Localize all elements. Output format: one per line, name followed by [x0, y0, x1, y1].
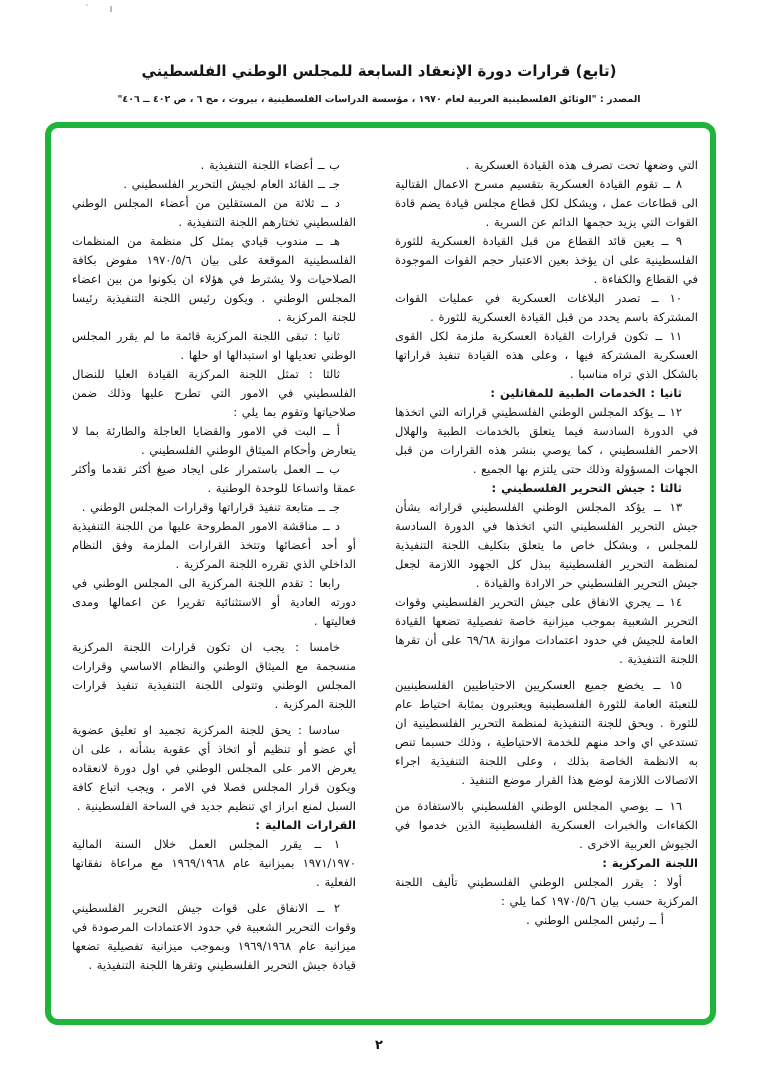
paragraph: ١٥ ــ يخضع جميع العسكريين الاحتياطيين الفلسطينيين للتعبئة العامة للثورة الفلسطينية ويعتبرون بمثابة احتياط عام للثورة . ويحق للجنة التنفيذية لمنظمة التحرير الفلسطينية ان تستدعي اي واحد منهم للخدمة الاحتياطية ، وذلك حسبما تنص به الانظمة الخاصة بذلك ، وعلى اللجنة التنفيذية اجراء الاتصالات اللازمة لوضع هذا القرار موضع التنفيذ . — [395, 678, 698, 787]
paragraph: أ ــ رئيس المجلس الوطني . — [526, 913, 664, 927]
text-column-right — [395, 156, 698, 930]
paragraph: ١٢ ــ يؤكد المجلس الوطني الفلسطيني قراراته التي اتخذها في الدورة السادسة فيما يتعلق بالخدمات الطبية والهلال الاحمر الفلسطيني ، كما يوصي بنشر هذه القرارات من قبل الجهات المسؤولة وذلك حتى يلتزم بها الجميع . — [395, 405, 698, 476]
paragraph: ثانيا : تبقى اللجنة المركزية قائمة ما لم يقرر المجلس الوطني تعديلها او استبدالها او حلها . — [72, 329, 356, 362]
section-heading: اللجنة المركزية : — [602, 856, 698, 870]
sub-heading: ثالثا : جيش التحرير الفلسطيني : — [491, 481, 682, 495]
paragraph: د ــ مناقشة الامور المطروحة عليها من اللجنة التنفيذية أو أحد أعضائها وتتخذ القرارات الملزمة وفق النظام الداخلي الذي تقرره اللجنة المركزية . — [72, 519, 356, 571]
paragraph: سادسا : يحق للجنة المركزية تجميد او تعليق عضوية أي عضو أو تنظيم أو اتخاذ أي عقوبة بشأنه ، على ان يعرض الامر على المجلس الوطني في اول دورة لانعقاده ويكون قرار المجلس فصلا في الامر ، ويجب اتباع كافة السبل لمنع ابراز اي تنظيم جديد في الساحة الفلسطينية . — [72, 723, 356, 813]
paragraph: ب ــ أعضاء اللجنة التنفيذية . — [200, 158, 340, 172]
paragraph: ١٣ ــ يؤكد المجلس الوطني الفلسطيني قراراته بشأن جيش التحرير الفلسطيني التي اتخذها في الدورة السادسة للمجلس ، وبشكل خاص ما يتعلق بتكليف اللجنة التنفيذية لمنظمة التحرير الفلسطينية ببذل كل الجهود اللازمة لجعل جيش التحرير الفلسطيني حر الارادة والقيادة . — [395, 500, 698, 590]
paragraph: ثالثا : تمثل اللجنة المركزية القيادة العليا للنضال الفلسطيني في الامور التي تطرح عليها وذلك ضمن صلاحياتها وتقوم بما يلي : — [72, 367, 356, 419]
text-column-left — [72, 156, 356, 975]
scan-artifact — [86, 4, 88, 6]
paragraph: ١٦ ــ يوصي المجلس الوطني الفلسطيني بالاستفادة من الكفاءات والخبرات العسكرية الفلسطينية الذين خدموا في الجيوش العربية الاخرى . — [395, 799, 698, 851]
paragraph: التي وضعها تحت تصرف هذه القيادة العسكرية . — [465, 158, 698, 172]
paragraph: أ ــ البت في الامور والقضايا العاجلة والطارئة بما لا يتعارض وأحكام الميثاق الوطني الفلسطيني . — [72, 424, 356, 457]
paragraph: ١١ ــ تكون قرارات القيادة العسكرية ملزمة لكل القوى العسكرية المشتركة فيها ، وعلى هذه القيادة تنفيذ قراراتها بالشكل الذي تراه مناسبا . — [395, 329, 698, 381]
paragraph: ب ــ العمل باستمرار على ايجاد صيغ أكثر تقدما وأكثر عمقا واتساعا للوحدة الوطنية . — [72, 462, 356, 495]
paragraph: د ــ ثلاثة من المستقلين من أعضاء المجلس الوطني الفلسطيني تختارهم اللجنة التنفيذية . — [72, 196, 356, 229]
paragraph: جـ ــ متابعة تنفيذ قراراتها وقرارات المجلس الوطني . — [81, 500, 340, 514]
page-title: (تابع) قرارات دورة الإنعقاد السابعة للمجلس الوطني الفلسطيني — [141, 62, 617, 80]
paragraph: ٩ ــ يعين قائد القطاع من قبل القيادة العسكرية للثورة الفلسطينية على ان يؤخذ بعين الاعتبار حجم القوات الموجودة في القطاع والكفاءة . — [395, 234, 698, 286]
paragraph: جـ ــ القائد العام لجيش التحرير الفلسطيني . — [123, 177, 340, 191]
paragraph: ٨ ــ تقوم القيادة العسكرية بتقسيم مسرح الاعمال القتالية الى قطاعات عمل ، ويشكل لكل قطاع مجلس قيادة يضم قادة القوات التي يزيد حجمها الدائم عن السرية . — [395, 177, 698, 229]
paragraph: أولا : يقرر المجلس الوطني الفلسطيني تأليف اللجنة المركزية حسب بيان ١٩٧٠/٥/٦ كما يلي : — [395, 875, 698, 908]
section-heading: القرارات المالية : — [255, 818, 356, 832]
paragraph: رابعا : تقدم اللجنة المركزية الى المجلس الوطني في دورته العادية أو الاستثنائية تقريرا عن اعمالها ومدى فعاليتها . — [72, 576, 356, 628]
paragraph: هـ ــ مندوب قيادي يمثل كل منظمة من المنظمات الفلسطينية الموقعة على بيان ١٩٧٠/٥/٦ مفوض بكافة الصلاحيات ولا يشترط في هؤلاء ان يكونوا من بين اعضاء المجلس الوطني . ويكون رئيس اللجنة التنفيذية رئيسا للجنة المركزية . — [72, 234, 356, 324]
content-border-box — [45, 122, 716, 1025]
paragraph: ٢ ــ الانفاق على قوات جيش التحرير الفلسطيني وقوات التحرير الشعبية في حدود الاعتمادات المرصودة في ميزانية عام ١٩٦٩/١٩٦٨ وبموجب ميزانية تفصيلية تضعها قيادة جيش التحرير الفلسطيني وتقرها اللجنة التنفيذية . — [72, 901, 356, 972]
paragraph: ١٤ ــ يجري الانفاق على جيش التحرير الفلسطيني وقوات التحرير الشعبية بموجب ميزانية خاصة تفصيلية تضعها القيادة العامة للجيش في حدود اعتمادات موازنة ٦٩/٦٨ على أن تقرها اللجنة التنفيذية . — [395, 595, 698, 666]
scan-artifact — [110, 6, 112, 12]
source-citation: المصدر : "الوثائق الفلسطينية العربية لعام ١٩٧٠ ، مؤسسة الدراسات الفلسطينية ، بيروت ، مج ٦ ، ص ٤٠٢ ــ ٤٠٦" — [117, 94, 641, 105]
page-number: ٢ — [375, 1038, 383, 1053]
paragraph: خامسا : يجب ان تكون قرارات اللجنة المركزية منسجمة مع الميثاق الوطني والنظام الاساسي وقرارات المجلس الوطني وتتولى اللجنة التنفيذية تنفيذ قرارات اللجنة المركزية . — [72, 640, 356, 711]
paragraph: ١ ــ يقرر المجلس العمل خلال السنة المالية ١٩٧١/١٩٧٠ بميزانية عام ١٩٦٩/١٩٦٨ مع مراعاة نفقاتها الفعلية . — [72, 837, 356, 889]
paragraph: ١٠ ــ تصدر البلاغات العسكرية في عمليات القوات المشتركة باسم يحدد من قبل القيادة العسكرية للثورة . — [395, 291, 698, 324]
sub-heading: ثانيا : الخدمات الطبية للمقاتلين : — [490, 386, 682, 400]
